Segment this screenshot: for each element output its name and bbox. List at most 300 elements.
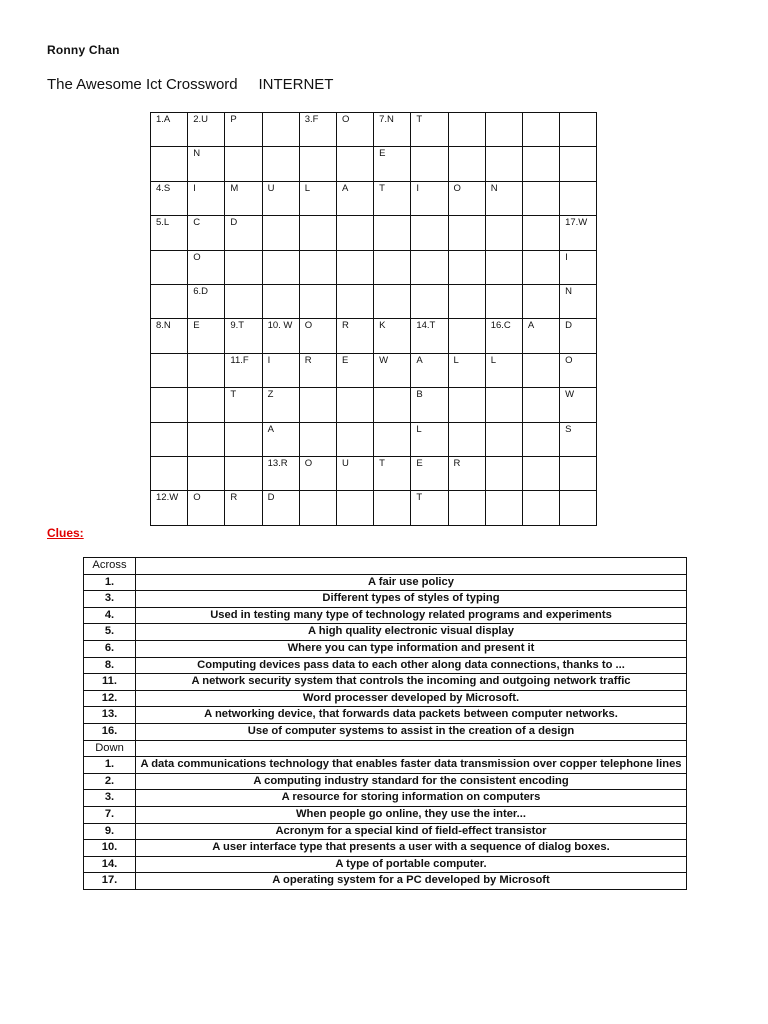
cell-letter: L bbox=[416, 423, 422, 435]
cell-letter: E bbox=[341, 354, 349, 366]
clue-number: 17. bbox=[84, 873, 136, 890]
clue-row bbox=[84, 806, 687, 823]
cell-letter: 4.S bbox=[156, 182, 171, 194]
crossword-cell bbox=[188, 216, 225, 250]
cell-letter: D bbox=[565, 320, 572, 332]
crossword-cell bbox=[522, 216, 559, 250]
crossword-cell bbox=[448, 491, 485, 525]
crossword-cell bbox=[374, 456, 411, 490]
clue-text: A networking device, that forwards data packets between computer networks. bbox=[136, 707, 687, 724]
cell-letter: 6.D bbox=[193, 285, 208, 297]
crossword-cell bbox=[411, 147, 448, 181]
clue-text: Different types of styles of typing bbox=[136, 591, 687, 608]
cell-letter bbox=[151, 361, 156, 362]
cell-letter bbox=[523, 258, 528, 259]
cell-letter: T bbox=[416, 492, 423, 504]
cell-letter: D bbox=[267, 492, 275, 504]
crossword-cell bbox=[336, 491, 373, 525]
cell-letter: E bbox=[193, 320, 200, 332]
cell-letter bbox=[263, 292, 268, 293]
cell-letter bbox=[449, 498, 454, 499]
clue-row bbox=[84, 657, 687, 674]
crossword-cell bbox=[225, 181, 262, 215]
crossword-row bbox=[151, 216, 597, 250]
clue-text: Used in testing many type of technology related programs and experiments bbox=[136, 607, 687, 624]
clue-text: Computing devices pass data to each other along data connections, thanks to ... bbox=[136, 657, 687, 674]
crossword-cell bbox=[151, 319, 188, 353]
crossword-cell bbox=[151, 284, 188, 318]
crossword-cell bbox=[374, 319, 411, 353]
crossword-cell bbox=[485, 284, 522, 318]
crossword-cell bbox=[411, 250, 448, 284]
cell-letter: E bbox=[379, 148, 386, 160]
crossword-cell bbox=[560, 422, 597, 456]
crossword-cell bbox=[262, 353, 299, 387]
crossword-cell bbox=[336, 456, 373, 490]
clues-table bbox=[83, 557, 687, 890]
crossword-cell bbox=[299, 491, 336, 525]
cell-letter bbox=[151, 154, 156, 155]
cell-letter: 2.U bbox=[193, 114, 208, 125]
crossword-cell bbox=[448, 250, 485, 284]
crossword-cell bbox=[336, 284, 373, 318]
crossword-row bbox=[151, 147, 597, 181]
crossword-cell bbox=[262, 422, 299, 456]
cell-letter bbox=[560, 189, 565, 190]
cell-letter bbox=[449, 258, 454, 259]
cell-letter bbox=[300, 223, 305, 224]
cell-letter bbox=[449, 154, 454, 155]
crossword-cell bbox=[262, 319, 299, 353]
cell-letter: T bbox=[379, 182, 385, 194]
crossword-cell bbox=[188, 147, 225, 181]
cell-letter bbox=[486, 292, 491, 293]
crossword-cell bbox=[151, 147, 188, 181]
crossword-cell bbox=[522, 353, 559, 387]
crossword-row bbox=[151, 319, 597, 353]
crossword-cell bbox=[522, 147, 559, 181]
crossword-cell bbox=[485, 181, 522, 215]
cell-letter: A bbox=[341, 182, 349, 194]
crossword-cell bbox=[448, 456, 485, 490]
crossword-cell bbox=[485, 147, 522, 181]
cell-letter bbox=[225, 430, 230, 431]
cell-letter: B bbox=[416, 389, 423, 401]
cell-letter: I bbox=[416, 182, 419, 194]
crossword-cell bbox=[448, 147, 485, 181]
cell-letter: L bbox=[304, 182, 311, 194]
clue-text: A fair use policy bbox=[136, 574, 687, 591]
crossword-cell bbox=[336, 181, 373, 215]
crossword-cell bbox=[448, 113, 485, 147]
crossword-cell bbox=[299, 353, 336, 387]
cell-letter bbox=[263, 258, 268, 259]
crossword-cell bbox=[225, 456, 262, 490]
cell-letter bbox=[374, 258, 379, 259]
crossword-cell bbox=[448, 284, 485, 318]
cell-letter bbox=[523, 464, 528, 465]
crossword-cell bbox=[522, 388, 559, 422]
crossword-cell bbox=[188, 284, 225, 318]
cell-letter bbox=[523, 498, 528, 499]
cell-letter: I bbox=[565, 251, 568, 263]
crossword-cell bbox=[151, 353, 188, 387]
crossword-cell bbox=[411, 456, 448, 490]
clue-number: 14. bbox=[84, 856, 136, 873]
crossword-cell bbox=[262, 147, 299, 181]
cell-letter: A bbox=[527, 320, 535, 332]
clue-row bbox=[84, 607, 687, 624]
cell-letter bbox=[486, 120, 491, 121]
crossword-cell bbox=[411, 353, 448, 387]
crossword-cell bbox=[299, 113, 336, 147]
cell-letter bbox=[188, 430, 193, 431]
crossword-cell bbox=[374, 216, 411, 250]
cell-letter bbox=[263, 154, 268, 155]
crossword-cell bbox=[485, 422, 522, 456]
cell-letter: 7.N bbox=[379, 114, 394, 125]
cell-letter bbox=[560, 154, 565, 155]
cell-letter: W bbox=[379, 354, 389, 366]
cell-letter bbox=[411, 258, 416, 259]
clue-number: 3. bbox=[84, 591, 136, 608]
clue-section-row bbox=[84, 740, 687, 757]
clue-text: Acronym for a special kind of field-effect transistor bbox=[136, 823, 687, 840]
crossword-row bbox=[151, 456, 597, 490]
crossword-cell bbox=[374, 388, 411, 422]
cell-letter bbox=[411, 292, 416, 293]
cell-letter bbox=[337, 395, 342, 396]
crossword-cell bbox=[262, 250, 299, 284]
crossword-cell bbox=[262, 113, 299, 147]
crossword-cell bbox=[299, 456, 336, 490]
cell-letter bbox=[300, 430, 305, 431]
crossword-cell bbox=[262, 181, 299, 215]
clue-number: 13. bbox=[84, 707, 136, 724]
cell-letter: O bbox=[565, 354, 573, 366]
crossword-cell bbox=[225, 147, 262, 181]
cell-letter bbox=[151, 395, 156, 396]
crossword-cell bbox=[374, 353, 411, 387]
crossword-cell bbox=[560, 353, 597, 387]
crossword-cell bbox=[522, 456, 559, 490]
clue-row bbox=[84, 707, 687, 724]
cell-letter: O bbox=[304, 320, 313, 332]
clue-section-row bbox=[84, 558, 687, 575]
clue-row bbox=[84, 823, 687, 840]
cell-letter bbox=[337, 154, 342, 155]
cell-letter: 14.T bbox=[416, 320, 436, 332]
cell-letter: N bbox=[565, 285, 572, 297]
crossword-cell bbox=[522, 491, 559, 525]
cell-letter bbox=[486, 395, 491, 396]
crossword-cell bbox=[262, 216, 299, 250]
crossword-cell bbox=[522, 319, 559, 353]
cell-letter bbox=[151, 292, 156, 293]
crossword-row bbox=[151, 491, 597, 525]
crossword-cell bbox=[560, 113, 597, 147]
crossword-cell bbox=[522, 422, 559, 456]
crossword-cell bbox=[448, 319, 485, 353]
cell-letter bbox=[486, 154, 491, 155]
cell-letter bbox=[263, 223, 268, 224]
clue-row bbox=[84, 840, 687, 857]
cell-letter bbox=[486, 430, 491, 431]
cell-letter bbox=[188, 361, 193, 362]
cell-letter: 10. W bbox=[267, 320, 293, 332]
crossword-cell bbox=[225, 113, 262, 147]
clues-heading: Clues: bbox=[47, 526, 84, 540]
clue-text: A type of portable computer. bbox=[136, 856, 687, 873]
clue-row bbox=[84, 773, 687, 790]
cell-letter bbox=[225, 292, 230, 293]
cell-letter: R bbox=[230, 492, 238, 504]
cell-letter bbox=[263, 120, 268, 121]
crossword-cell bbox=[151, 456, 188, 490]
crossword-cell bbox=[188, 422, 225, 456]
cell-letter bbox=[449, 292, 454, 293]
crossword-cell bbox=[485, 456, 522, 490]
cell-letter bbox=[374, 498, 379, 499]
crossword-cell bbox=[299, 216, 336, 250]
clue-number: 7. bbox=[84, 806, 136, 823]
crossword-cell bbox=[411, 113, 448, 147]
crossword-row bbox=[151, 388, 597, 422]
crossword-cell bbox=[522, 250, 559, 284]
clue-number: 1. bbox=[84, 574, 136, 591]
cell-letter: D bbox=[230, 217, 238, 229]
cell-letter bbox=[449, 120, 454, 121]
clue-text: A network security system that controls the incoming and outgoing network traffic bbox=[136, 674, 687, 691]
cell-letter: 5.L bbox=[156, 217, 170, 229]
cell-letter bbox=[411, 223, 416, 224]
crossword-cell bbox=[374, 491, 411, 525]
crossword-grid bbox=[150, 112, 597, 526]
cell-letter bbox=[151, 464, 156, 465]
clue-number: 5. bbox=[84, 624, 136, 641]
cell-letter bbox=[300, 258, 305, 259]
crossword-cell bbox=[225, 216, 262, 250]
crossword-cell bbox=[560, 147, 597, 181]
crossword-cell bbox=[560, 181, 597, 215]
clue-number: 10. bbox=[84, 840, 136, 857]
cell-letter bbox=[411, 154, 416, 155]
cell-letter: M bbox=[230, 182, 239, 194]
crossword-cell bbox=[560, 456, 597, 490]
cell-letter bbox=[486, 258, 491, 259]
clue-text: Where you can type information and present it bbox=[136, 640, 687, 657]
crossword-cell bbox=[336, 147, 373, 181]
clue-number: 12. bbox=[84, 690, 136, 707]
clue-number: 9. bbox=[84, 823, 136, 840]
crossword-cell bbox=[151, 181, 188, 215]
clue-text: When people go online, they use the inter... bbox=[136, 806, 687, 823]
clue-number: 1. bbox=[84, 757, 136, 774]
cell-letter bbox=[337, 430, 342, 431]
clue-text: A resource for storing information on computers bbox=[136, 790, 687, 807]
cell-letter bbox=[523, 154, 528, 155]
cell-letter: T bbox=[230, 389, 237, 401]
crossword-row bbox=[151, 422, 597, 456]
clue-section-spacer bbox=[136, 558, 687, 575]
crossword-cell bbox=[225, 284, 262, 318]
crossword-cell bbox=[374, 113, 411, 147]
cell-letter: K bbox=[379, 320, 386, 332]
crossword-cell bbox=[448, 353, 485, 387]
crossword-cell bbox=[336, 388, 373, 422]
clue-row bbox=[84, 574, 687, 591]
crossword-row bbox=[151, 181, 597, 215]
cell-letter: O bbox=[193, 492, 201, 504]
crossword-cell bbox=[485, 353, 522, 387]
cell-letter: R bbox=[304, 354, 312, 366]
cell-letter bbox=[560, 498, 565, 499]
cell-letter: I bbox=[193, 182, 196, 194]
clue-number: 8. bbox=[84, 657, 136, 674]
cell-letter bbox=[449, 326, 454, 327]
crossword-cell bbox=[299, 181, 336, 215]
cell-letter: 3.F bbox=[304, 114, 319, 125]
cell-letter bbox=[225, 464, 230, 465]
crossword-cell bbox=[262, 456, 299, 490]
crossword-cell bbox=[336, 113, 373, 147]
crossword-cell bbox=[485, 491, 522, 525]
clue-section-label: Across bbox=[84, 558, 136, 575]
cell-letter bbox=[523, 120, 528, 121]
crossword-cell bbox=[411, 319, 448, 353]
clue-text: Use of computer systems to assist in the creation of a design bbox=[136, 723, 687, 740]
cell-letter: S bbox=[565, 423, 572, 435]
crossword-cell bbox=[485, 216, 522, 250]
clue-text: A user interface type that presents a user with a sequence of dialog boxes. bbox=[136, 840, 687, 857]
cell-letter: 1.A bbox=[156, 114, 171, 125]
cell-letter: 17.W bbox=[565, 217, 588, 229]
cell-letter bbox=[300, 498, 305, 499]
cell-letter: L bbox=[490, 354, 496, 366]
cell-letter bbox=[449, 430, 454, 431]
crossword-cell bbox=[336, 216, 373, 250]
crossword-cell bbox=[188, 319, 225, 353]
crossword-cell bbox=[151, 388, 188, 422]
cell-letter bbox=[337, 223, 342, 224]
crossword-cell bbox=[336, 250, 373, 284]
cell-letter bbox=[449, 223, 454, 224]
cell-letter bbox=[300, 154, 305, 155]
clue-number: 6. bbox=[84, 640, 136, 657]
crossword-cell bbox=[374, 147, 411, 181]
crossword-cell bbox=[225, 491, 262, 525]
clue-row bbox=[84, 624, 687, 641]
cell-letter: O bbox=[193, 251, 201, 263]
cell-letter: O bbox=[341, 114, 350, 125]
crossword-cell bbox=[560, 250, 597, 284]
clue-number: 4. bbox=[84, 607, 136, 624]
cell-letter bbox=[337, 498, 342, 499]
crossword-row bbox=[151, 284, 597, 318]
crossword-cell bbox=[151, 491, 188, 525]
crossword-cell bbox=[262, 284, 299, 318]
clue-row bbox=[84, 674, 687, 691]
cell-letter: W bbox=[565, 389, 575, 401]
cell-letter bbox=[225, 154, 230, 155]
cell-letter bbox=[188, 464, 193, 465]
cell-letter bbox=[523, 430, 528, 431]
crossword-cell bbox=[448, 216, 485, 250]
cell-letter bbox=[374, 223, 379, 224]
cell-letter: P bbox=[230, 114, 237, 125]
crossword-cell bbox=[411, 388, 448, 422]
cell-letter: O bbox=[304, 457, 313, 469]
cell-letter: N bbox=[193, 148, 201, 160]
cell-letter bbox=[374, 292, 379, 293]
crossword-row bbox=[151, 353, 597, 387]
clue-row bbox=[84, 790, 687, 807]
cell-letter bbox=[374, 395, 379, 396]
cell-letter: O bbox=[453, 182, 461, 194]
clue-number: 16. bbox=[84, 723, 136, 740]
crossword-cell bbox=[299, 388, 336, 422]
cell-letter: U bbox=[267, 182, 275, 194]
crossword-cell bbox=[411, 422, 448, 456]
page-title: The Awesome Ict Crossword INTERNET bbox=[47, 76, 334, 93]
cell-letter: L bbox=[453, 354, 459, 366]
cell-letter: C bbox=[193, 217, 201, 229]
crossword-cell bbox=[151, 422, 188, 456]
crossword-cell bbox=[336, 353, 373, 387]
crossword-cell bbox=[411, 181, 448, 215]
clue-section-spacer bbox=[136, 740, 687, 757]
crossword-cell bbox=[336, 319, 373, 353]
crossword-cell bbox=[448, 388, 485, 422]
cell-letter: I bbox=[267, 354, 271, 366]
crossword-cell bbox=[299, 319, 336, 353]
crossword-cell bbox=[188, 250, 225, 284]
crossword-cell bbox=[225, 388, 262, 422]
cell-letter bbox=[337, 292, 342, 293]
crossword-cell bbox=[299, 250, 336, 284]
clue-row bbox=[84, 856, 687, 873]
crossword-cell bbox=[188, 181, 225, 215]
cell-letter bbox=[560, 464, 565, 465]
crossword-cell bbox=[336, 422, 373, 456]
cell-letter: Z bbox=[267, 389, 274, 401]
cell-letter bbox=[523, 292, 528, 293]
cell-letter bbox=[337, 258, 342, 259]
crossword-cell bbox=[262, 388, 299, 422]
crossword-cell bbox=[411, 491, 448, 525]
cell-letter: 9.T bbox=[230, 320, 245, 332]
clue-text: A data communications technology that enables faster data transmission over copper telephone lines bbox=[136, 757, 687, 774]
crossword-cell bbox=[374, 250, 411, 284]
crossword-cell bbox=[374, 181, 411, 215]
cell-letter bbox=[300, 395, 305, 396]
crossword-cell bbox=[485, 388, 522, 422]
cell-letter: T bbox=[379, 457, 385, 469]
cell-letter bbox=[300, 292, 305, 293]
clue-text: A computing industry standard for the consistent encoding bbox=[136, 773, 687, 790]
crossword-cell bbox=[188, 388, 225, 422]
clue-number: 3. bbox=[84, 790, 136, 807]
cell-letter: U bbox=[341, 457, 349, 469]
crossword-cell bbox=[485, 113, 522, 147]
crossword-cell bbox=[560, 284, 597, 318]
cell-letter bbox=[486, 498, 491, 499]
crossword-cell bbox=[411, 284, 448, 318]
crossword-cell bbox=[411, 216, 448, 250]
cell-letter bbox=[523, 395, 528, 396]
crossword-cell bbox=[485, 319, 522, 353]
cell-letter bbox=[486, 464, 491, 465]
